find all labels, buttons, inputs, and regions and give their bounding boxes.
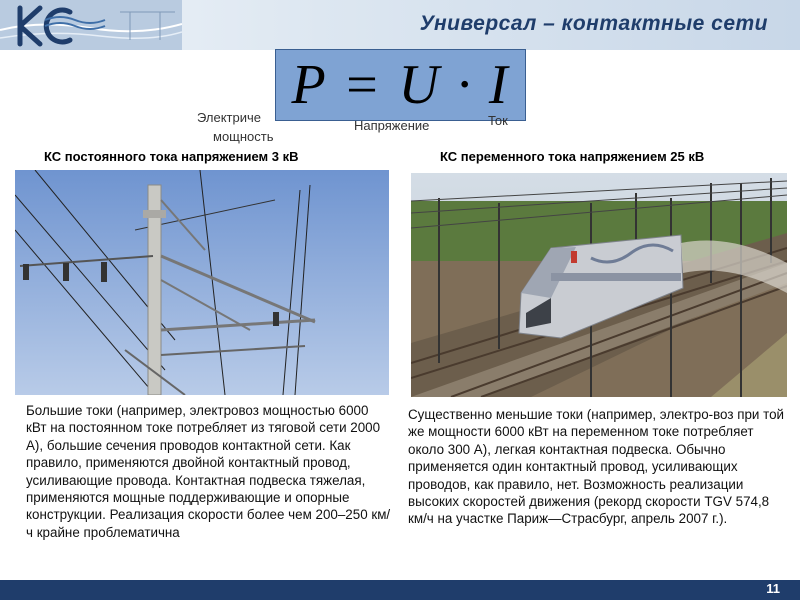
dc-caption: КС постоянного тока напряжением 3 кВ — [44, 149, 299, 164]
label-power-line2: мощность — [213, 129, 274, 144]
page-number: 11 — [766, 581, 780, 596]
label-power-line1: Электриче — [197, 110, 262, 125]
ac-tgv-photo — [411, 173, 787, 397]
company-logo — [0, 0, 182, 50]
label-voltage: Напряжение — [354, 118, 430, 133]
footer-bar — [0, 580, 800, 600]
power-formula: P = U · I — [275, 49, 526, 121]
ac-caption: КС переменного тока напряжением 25 кВ — [440, 149, 705, 164]
header-bar — [0, 0, 800, 50]
label-current: Ток — [488, 113, 508, 128]
dc-catenary-photo — [15, 170, 389, 395]
slide-title: Универсал – контактные сети — [419, 12, 768, 35]
dc-description: Большие токи (например, электровоз мощностью 6000 кВт на постоянном токе потребляет из тяговой сети 2000 А), большие сечения проводов контактной сети. Как правило, применяются двойной контактный провод, усиливающие провода. Контактная подвеска тяжелая, применяются мощные поддерживающие и опорные конструкции. Реализация скорости более чем 200–250 км/ч крайне проблематична — [26, 403, 391, 540]
ac-description: Существенно меньшие токи (например, электро-воз при той же мощности 6000 кВт на переменном токе потребляет около 300 А), легкая контактная подвеска. Обычно применяется один контактный провод, усиливающих проводов, как правило, нет. Возможность реализации высоких скоростей движения (рекорд скорости TGV 574,8 км/ч на участке Париж—Страсбург, апрель 2007 г.). — [408, 407, 785, 527]
